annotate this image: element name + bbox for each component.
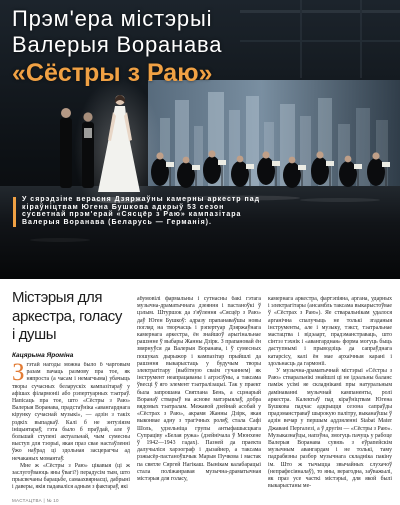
article-heading-line-3: і душы bbox=[12, 326, 57, 343]
paragraph: камернага аркестра, фартэпіяна, аргана, ударных і электрагітары (ансамбль таксама выкарыстоўвае ў «Сёстрах з Раю»). Яе стваральнікам удалося арганічна спалучыць не толькі згаданыя інструменты, але і музыку, тэкст, тэатральнае мастацтва і відэаарт, прадэманстраваць, што сінтэз тэхнік і «авангардная» форма могуць быць даступнымі і прыводзіць да сапраўднага катарсісу, калі ён мае архаічныя карані і здольнасць да гармоніі. bbox=[268, 296, 392, 367]
hero-title-line-2: Валерыя Воранава bbox=[12, 32, 223, 57]
hero-title-accent: «Сёстры з Раю» bbox=[12, 59, 213, 87]
paragraph: У музычна-драматычнай містэрыі «Сёстры з Раю» стваральнікі знайшлі ці не ідэальны баланс паміж усімі яе складнікамі пры натуральным дамінаванні музычнай кампаненты, ролі аркестра. Калектыў пад кіраўніцтвам Югена Бушкова падчас адкрыцця сезона сапраўды прадэманстраваў шырокую палітру, выканаўшы ў адзін вечар у першым аддзяленні Stabat Mater Джавані Пергалезі, а ў другім — «Сёстры з Раю». Музыказнаўцы, напэўна, змогуць пачуць у рабоце Валерыя Воранава сувязь з еўрапейскім музычным авангардам і не толькі, таму падрабязны разбор музычнага складніка пакіну ім. Што ж тычыцца звычайных слухачоў (непрафесіяналаў), то яны, верагодна, заўважылі, як праз усе часткі містэрыі, для якой былі выкарыстаны ме- bbox=[268, 368, 392, 490]
text-column-2 bbox=[137, 296, 261, 495]
hero-title bbox=[12, 6, 222, 88]
page-footer: МАСТАЦТВА | № 10 bbox=[12, 498, 59, 503]
paragraph: Мне ж «Сёстры з Раю» цікавыя (ці ж заслугоўваюць яны ўвагі?) перадусім тым, што прысвечаны барацьбе, самаахвярнасці, дабрыні і даверы, якія падаваліся адным з фактараў, які bbox=[12, 462, 130, 491]
paragraph: абумовілі фармальны і сутнасны бакі гэтага музычна-драматычнага дзеяння і пастаноўкі ў цэлым. Штуршок да з'яўлення «Сясцёр з Раю» даў Юген Бушкоў: адразу прапанаваўшы новы погляд на творчасць і рэпертуар Дзяржаўнага камернага аркестра, ён знайшоў арыгінальнае рашэнне ў выбары Жанны Дзірк. З прапановай ён звярнуўся да Валерыя Воранава, і ў сумесных пошуках дырыжор і кампазітар прыйшлі да рашэння выкарыстаць у будучым творы электрагітару (выбітную сваім гучаннем) як інструмент неапрацаваны і агрэсіўны, а таксама ўвесці ў яго элемент тэатралізацыі. Так у праект была запрошана Святлана Бень, а сцэнарый Воранаў стварыў на аснове матэрыялаў, добра вядомых тэатралам. Межавой дзейнай асобай у «Сёстрах з Раю», акрамя Жанны Дзірк, якая выконвае адну з трагічных роляў, стала Сафі Шоль, удзельніца групы антыфашысцкага Супраціву «Белая ружа» (дзейнічала ў Мюнхене ў 1942—1943 гадах). Пазней да праекта далучыліся харэограф і дызайнер, а таксама рэжысёр-пастаноўшчык Марыя Пучкова і мастак па святле Сяргей Нагікаш. Вынікам калабарацыі стала поліжанравая музычна-драматычная містэрыя для голасу, bbox=[137, 296, 261, 483]
article-heading bbox=[12, 289, 122, 345]
photo-caption: У сярэдзіне верасня Дзяржаўны камерны аркестр пад кіраўніцтвам Югена Бушкова адкрыў 53 сезон сусветнай прэм'ерай «Сясцёр з Раю» кампазітара Валерыя Воранава (Беларусь — Германія). bbox=[22, 196, 261, 226]
caption-accent-bar bbox=[13, 197, 16, 227]
article-author: Кацярына Яроміна bbox=[12, 352, 74, 359]
text-column-3 bbox=[268, 296, 392, 495]
paragraph-text: гэтай нагоды можна было б чарговым разам пачаць размову пра тое, як няпроста (а часам і немагчыма) убачыць творы сучасных беларускіх кампазітараў у афішах філармоніі або рэпертуарных тэатраў. Напісаць пра тое, што «Сёстры з Раю» Валерыя Воранава, прадстаўніка «авангарднага кірунку сучаснай музыкі», — адзін з такіх рэдкіх выпадкаў. Калі б не энтузіязм ініцыятараў, гэта было б праўдай, але ў большай ступені актуальнай, чым сумесны выступ для тэорыі, якая праз свае настаўленні ўжо наўрад ці здольная засцерагчы ад нечаканых момантаў. bbox=[12, 362, 130, 462]
article-heading-line-1: Містэрыя для bbox=[12, 289, 103, 306]
paragraph bbox=[12, 362, 130, 463]
hero-title-line-1: Прэм'ера містэрыі bbox=[12, 6, 213, 31]
drop-cap: З bbox=[12, 362, 25, 386]
text-column-1 bbox=[12, 362, 130, 495]
article-heading-line-2: аркестра, голасу bbox=[12, 307, 122, 325]
